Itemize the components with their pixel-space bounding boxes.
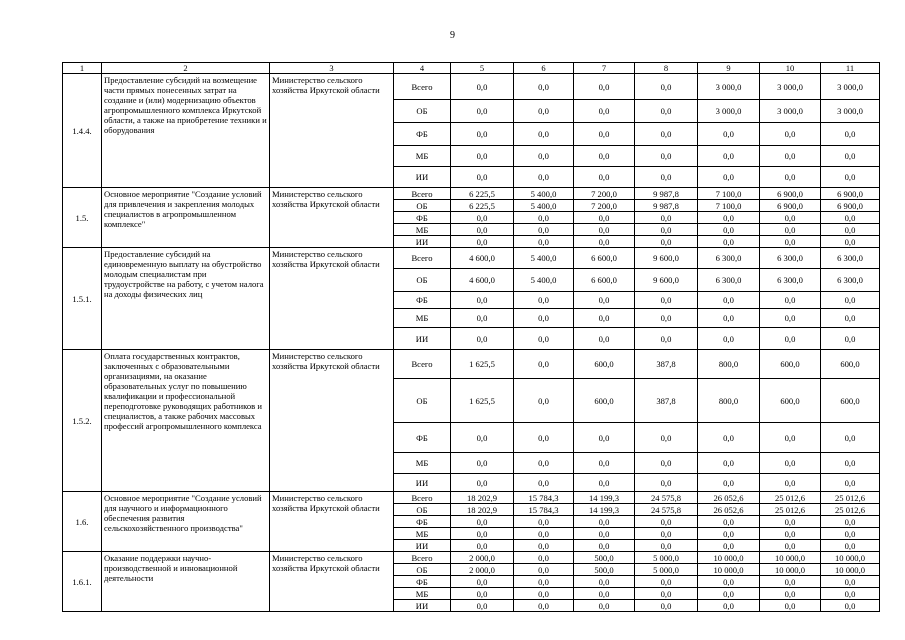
amount-cell: 0,0 xyxy=(451,224,514,236)
amount-cell: 5 000,0 xyxy=(635,552,698,564)
amount-cell: 0,0 xyxy=(760,576,821,588)
amount-cell: 6 300,0 xyxy=(821,248,880,269)
amount-cell: 800,0 xyxy=(698,379,760,423)
funding-source: ИИ xyxy=(394,540,451,552)
amount-cell: 0,0 xyxy=(821,309,880,328)
amount-cell: 0,0 xyxy=(514,100,574,123)
amount-cell: 0,0 xyxy=(760,453,821,474)
amount-cell: 4 600,0 xyxy=(451,248,514,269)
amount-cell: 0,0 xyxy=(635,309,698,328)
amount-cell: 0,0 xyxy=(514,123,574,146)
amount-cell: 0,0 xyxy=(574,123,635,146)
amount-cell: 0,0 xyxy=(698,588,760,600)
amount-cell: 0,0 xyxy=(574,540,635,552)
amount-cell: 0,0 xyxy=(574,212,635,224)
funding-source: МБ xyxy=(394,588,451,600)
amount-cell: 0,0 xyxy=(635,540,698,552)
funding-source: Всего xyxy=(394,552,451,564)
amount-cell: 0,0 xyxy=(451,309,514,328)
table-row xyxy=(63,350,880,379)
amount-cell: 0,0 xyxy=(635,474,698,492)
activity-name: Основное мероприятие "Создание условий для научного и информационного обеспечения развития сельскохозяйственного производства" xyxy=(102,492,270,552)
activity-name: Основное мероприятие "Создание условий для привлечения и закрепления молодых специалистов в агропромышленном комплексе" xyxy=(102,188,270,248)
amount-cell: 0,0 xyxy=(514,212,574,224)
column-header-8: 8 xyxy=(635,63,698,74)
amount-cell: 0,0 xyxy=(760,167,821,188)
amount-cell: 0,0 xyxy=(698,146,760,167)
amount-cell: 24 575,8 xyxy=(635,504,698,516)
amount-cell: 0,0 xyxy=(698,516,760,528)
amount-cell: 600,0 xyxy=(760,350,821,379)
funding-source: Всего xyxy=(394,248,451,269)
funding-source: ОБ xyxy=(394,379,451,423)
amount-cell: 0,0 xyxy=(514,423,574,453)
amount-cell: 387,8 xyxy=(635,350,698,379)
amount-cell: 0,0 xyxy=(821,576,880,588)
amount-cell: 15 784,3 xyxy=(514,504,574,516)
funding-source: ФБ xyxy=(394,292,451,309)
amount-cell: 9 987,8 xyxy=(635,200,698,212)
amount-cell: 0,0 xyxy=(514,292,574,309)
amount-cell: 0,0 xyxy=(821,146,880,167)
funding-source: МБ xyxy=(394,146,451,167)
amount-cell: 600,0 xyxy=(574,379,635,423)
amount-cell: 1 625,5 xyxy=(451,379,514,423)
funding-source: Всего xyxy=(394,492,451,504)
funding-source: Всего xyxy=(394,74,451,100)
amount-cell: 0,0 xyxy=(514,167,574,188)
amount-cell: 0,0 xyxy=(514,528,574,540)
amount-cell: 3 000,0 xyxy=(760,74,821,100)
table-row xyxy=(63,188,880,200)
funding-source: Всего xyxy=(394,188,451,200)
column-header-3: 3 xyxy=(270,63,394,74)
amount-cell: 0,0 xyxy=(574,224,635,236)
amount-cell: 18 202,9 xyxy=(451,492,514,504)
amount-cell: 0,0 xyxy=(514,453,574,474)
column-header-11: 11 xyxy=(821,63,880,74)
amount-cell: 0,0 xyxy=(760,423,821,453)
amount-cell: 0,0 xyxy=(698,528,760,540)
amount-cell: 0,0 xyxy=(635,328,698,350)
activity-name: Предоставление субсидий на единовременную выплату на обустройство молодым специалистам при трудоустройстве на работу, с учетом налога на доходы физических лиц xyxy=(102,248,270,350)
amount-cell: 9 987,8 xyxy=(635,188,698,200)
amount-cell: 0,0 xyxy=(451,453,514,474)
funding-source: ФБ xyxy=(394,576,451,588)
budget-table xyxy=(62,62,880,612)
executor: Министерство сельского хозяйства Иркутской области xyxy=(270,492,394,552)
amount-cell: 15 784,3 xyxy=(514,492,574,504)
amount-cell: 0,0 xyxy=(635,146,698,167)
funding-source: МБ xyxy=(394,309,451,328)
amount-cell: 0,0 xyxy=(451,212,514,224)
amount-cell: 0,0 xyxy=(698,167,760,188)
activity-name: Предоставление субсидий на возмещение части прямых понесенных затрат на создание и (или) модернизацию объектов агропромышленного комплекса Иркутской области, а также на приобретение техники и оборудования xyxy=(102,74,270,188)
activity-name: Оказание поддержки научно-производственной и инновационной деятельности xyxy=(102,552,270,612)
amount-cell: 0,0 xyxy=(821,588,880,600)
amount-cell: 25 012,6 xyxy=(821,492,880,504)
amount-cell: 9 600,0 xyxy=(635,248,698,269)
amount-cell: 0,0 xyxy=(698,309,760,328)
column-header-row xyxy=(63,63,880,74)
funding-source: ФБ xyxy=(394,212,451,224)
amount-cell: 0,0 xyxy=(698,123,760,146)
funding-source: ИИ xyxy=(394,167,451,188)
amount-cell: 0,0 xyxy=(514,600,574,612)
column-header-2: 2 xyxy=(102,63,270,74)
amount-cell: 600,0 xyxy=(821,350,880,379)
amount-cell: 0,0 xyxy=(698,474,760,492)
amount-cell: 0,0 xyxy=(821,453,880,474)
amount-cell: 7 100,0 xyxy=(698,188,760,200)
amount-cell: 14 199,3 xyxy=(574,492,635,504)
amount-cell: 0,0 xyxy=(574,528,635,540)
amount-cell: 0,0 xyxy=(821,167,880,188)
amount-cell: 0,0 xyxy=(821,540,880,552)
amount-cell: 0,0 xyxy=(821,224,880,236)
amount-cell: 3 000,0 xyxy=(821,100,880,123)
amount-cell: 0,0 xyxy=(514,379,574,423)
activity-code: 1.5.1. xyxy=(63,248,102,350)
column-header-1: 1 xyxy=(63,63,102,74)
amount-cell: 25 012,6 xyxy=(760,504,821,516)
amount-cell: 0,0 xyxy=(635,74,698,100)
amount-cell: 0,0 xyxy=(635,588,698,600)
amount-cell: 6 300,0 xyxy=(698,248,760,269)
funding-source: ОБ xyxy=(394,100,451,123)
amount-cell: 10 000,0 xyxy=(698,564,760,576)
amount-cell: 6 300,0 xyxy=(698,269,760,292)
funding-source: МБ xyxy=(394,224,451,236)
amount-cell: 0,0 xyxy=(635,100,698,123)
amount-cell: 7 200,0 xyxy=(574,188,635,200)
amount-cell: 0,0 xyxy=(635,528,698,540)
amount-cell: 0,0 xyxy=(760,540,821,552)
amount-cell: 7 200,0 xyxy=(574,200,635,212)
amount-cell: 0,0 xyxy=(574,100,635,123)
amount-cell: 3 000,0 xyxy=(698,100,760,123)
amount-cell: 0,0 xyxy=(574,236,635,248)
amount-cell: 0,0 xyxy=(451,474,514,492)
amount-cell: 0,0 xyxy=(635,292,698,309)
activity-code: 1.6.1. xyxy=(63,552,102,612)
amount-cell: 10 000,0 xyxy=(760,564,821,576)
amount-cell: 0,0 xyxy=(698,224,760,236)
amount-cell: 0,0 xyxy=(698,328,760,350)
amount-cell: 0,0 xyxy=(451,516,514,528)
amount-cell: 0,0 xyxy=(698,236,760,248)
funding-source: ИИ xyxy=(394,236,451,248)
amount-cell: 0,0 xyxy=(821,423,880,453)
amount-cell: 0,0 xyxy=(760,292,821,309)
amount-cell: 3 000,0 xyxy=(760,100,821,123)
amount-cell: 800,0 xyxy=(698,350,760,379)
amount-cell: 0,0 xyxy=(635,212,698,224)
amount-cell: 0,0 xyxy=(760,224,821,236)
amount-cell: 0,0 xyxy=(514,224,574,236)
funding-source: ФБ xyxy=(394,516,451,528)
amount-cell: 0,0 xyxy=(574,328,635,350)
amount-cell: 600,0 xyxy=(821,379,880,423)
amount-cell: 0,0 xyxy=(574,146,635,167)
amount-cell: 6 225,5 xyxy=(451,200,514,212)
amount-cell: 6 600,0 xyxy=(574,269,635,292)
column-header-7: 7 xyxy=(574,63,635,74)
amount-cell: 0,0 xyxy=(574,474,635,492)
amount-cell: 0,0 xyxy=(698,576,760,588)
activity-code: 1.5.2. xyxy=(63,350,102,492)
executor: Министерство сельского хозяйства Иркутской области xyxy=(270,188,394,248)
amount-cell: 5 400,0 xyxy=(514,248,574,269)
amount-cell: 0,0 xyxy=(635,167,698,188)
amount-cell: 0,0 xyxy=(514,552,574,564)
amount-cell: 500,0 xyxy=(574,564,635,576)
amount-cell: 600,0 xyxy=(574,350,635,379)
amount-cell: 0,0 xyxy=(698,423,760,453)
amount-cell: 0,0 xyxy=(574,588,635,600)
amount-cell: 0,0 xyxy=(698,600,760,612)
funding-source: МБ xyxy=(394,453,451,474)
amount-cell: 25 012,6 xyxy=(760,492,821,504)
amount-cell: 0,0 xyxy=(821,474,880,492)
amount-cell: 0,0 xyxy=(635,516,698,528)
amount-cell: 0,0 xyxy=(574,423,635,453)
amount-cell: 18 202,9 xyxy=(451,504,514,516)
amount-cell: 0,0 xyxy=(451,328,514,350)
amount-cell: 0,0 xyxy=(451,540,514,552)
amount-cell: 10 000,0 xyxy=(760,552,821,564)
amount-cell: 387,8 xyxy=(635,379,698,423)
amount-cell: 0,0 xyxy=(514,74,574,100)
amount-cell: 0,0 xyxy=(514,564,574,576)
amount-cell: 0,0 xyxy=(574,576,635,588)
funding-source: ОБ xyxy=(394,504,451,516)
amount-cell: 6 225,5 xyxy=(451,188,514,200)
amount-cell: 26 052,6 xyxy=(698,492,760,504)
funding-source: ИИ xyxy=(394,600,451,612)
funding-source: МБ xyxy=(394,528,451,540)
amount-cell: 0,0 xyxy=(635,236,698,248)
funding-source: ОБ xyxy=(394,269,451,292)
page-number: 9 xyxy=(450,30,455,41)
amount-cell: 0,0 xyxy=(821,292,880,309)
amount-cell: 1 625,5 xyxy=(451,350,514,379)
amount-cell: 0,0 xyxy=(821,328,880,350)
amount-cell: 0,0 xyxy=(635,453,698,474)
amount-cell: 0,0 xyxy=(821,516,880,528)
amount-cell: 5 000,0 xyxy=(635,564,698,576)
amount-cell: 0,0 xyxy=(574,453,635,474)
activity-code: 1.4.4. xyxy=(63,74,102,188)
amount-cell: 0,0 xyxy=(574,516,635,528)
amount-cell: 0,0 xyxy=(635,576,698,588)
table-row xyxy=(63,552,880,564)
column-header-4: 4 xyxy=(394,63,451,74)
amount-cell: 6 600,0 xyxy=(574,248,635,269)
column-header-6: 6 xyxy=(514,63,574,74)
amount-cell: 0,0 xyxy=(821,123,880,146)
table-row xyxy=(63,248,880,269)
amount-cell: 0,0 xyxy=(698,212,760,224)
amount-cell: 2 000,0 xyxy=(451,564,514,576)
funding-source: ИИ xyxy=(394,328,451,350)
amount-cell: 0,0 xyxy=(451,236,514,248)
amount-cell: 6 900,0 xyxy=(821,200,880,212)
amount-cell: 0,0 xyxy=(451,576,514,588)
funding-source: ФБ xyxy=(394,423,451,453)
amount-cell: 0,0 xyxy=(514,474,574,492)
amount-cell: 0,0 xyxy=(514,328,574,350)
funding-source: ОБ xyxy=(394,564,451,576)
amount-cell: 0,0 xyxy=(451,292,514,309)
amount-cell: 0,0 xyxy=(635,224,698,236)
amount-cell: 0,0 xyxy=(760,328,821,350)
amount-cell: 0,0 xyxy=(821,236,880,248)
amount-cell: 0,0 xyxy=(451,600,514,612)
executor: Министерство сельского хозяйства Иркутской области xyxy=(270,74,394,188)
amount-cell: 6 900,0 xyxy=(760,188,821,200)
executor: Министерство сельского хозяйства Иркутской области xyxy=(270,248,394,350)
amount-cell: 0,0 xyxy=(760,516,821,528)
amount-cell: 7 100,0 xyxy=(698,200,760,212)
amount-cell: 0,0 xyxy=(514,350,574,379)
amount-cell: 10 000,0 xyxy=(821,564,880,576)
amount-cell: 6 300,0 xyxy=(760,269,821,292)
amount-cell: 26 052,6 xyxy=(698,504,760,516)
amount-cell: 6 300,0 xyxy=(760,248,821,269)
amount-cell: 0,0 xyxy=(760,146,821,167)
amount-cell: 0,0 xyxy=(760,123,821,146)
amount-cell: 0,0 xyxy=(451,167,514,188)
executor: Министерство сельского хозяйства Иркутской области xyxy=(270,552,394,612)
amount-cell: 0,0 xyxy=(451,100,514,123)
amount-cell: 5 400,0 xyxy=(514,188,574,200)
amount-cell: 10 000,0 xyxy=(821,552,880,564)
table-body xyxy=(63,63,880,612)
amount-cell: 0,0 xyxy=(821,528,880,540)
amount-cell: 0,0 xyxy=(635,423,698,453)
amount-cell: 6 900,0 xyxy=(760,200,821,212)
amount-cell: 0,0 xyxy=(760,474,821,492)
amount-cell: 0,0 xyxy=(698,292,760,309)
amount-cell: 0,0 xyxy=(635,600,698,612)
funding-source: ОБ xyxy=(394,200,451,212)
amount-cell: 0,0 xyxy=(698,540,760,552)
amount-cell: 0,0 xyxy=(514,588,574,600)
amount-cell: 14 199,3 xyxy=(574,504,635,516)
amount-cell: 500,0 xyxy=(574,552,635,564)
amount-cell: 600,0 xyxy=(760,379,821,423)
amount-cell: 0,0 xyxy=(821,600,880,612)
funding-source: ФБ xyxy=(394,123,451,146)
amount-cell: 25 012,6 xyxy=(821,504,880,516)
amount-cell: 3 000,0 xyxy=(698,74,760,100)
amount-cell: 0,0 xyxy=(760,236,821,248)
amount-cell: 0,0 xyxy=(451,146,514,167)
amount-cell: 0,0 xyxy=(821,212,880,224)
amount-cell: 9 600,0 xyxy=(635,269,698,292)
funding-source: ИИ xyxy=(394,474,451,492)
amount-cell: 0,0 xyxy=(451,588,514,600)
amount-cell: 0,0 xyxy=(451,74,514,100)
activity-code: 1.5. xyxy=(63,188,102,248)
column-header-9: 9 xyxy=(698,63,760,74)
amount-cell: 0,0 xyxy=(514,236,574,248)
amount-cell: 0,0 xyxy=(760,309,821,328)
amount-cell: 0,0 xyxy=(698,453,760,474)
amount-cell: 6 300,0 xyxy=(821,269,880,292)
amount-cell: 0,0 xyxy=(451,423,514,453)
funding-source: Всего xyxy=(394,350,451,379)
amount-cell: 2 000,0 xyxy=(451,552,514,564)
activity-code: 1.6. xyxy=(63,492,102,552)
amount-cell: 0,0 xyxy=(760,528,821,540)
amount-cell: 0,0 xyxy=(760,600,821,612)
column-header-5: 5 xyxy=(451,63,514,74)
amount-cell: 0,0 xyxy=(760,588,821,600)
amount-cell: 0,0 xyxy=(574,309,635,328)
amount-cell: 3 000,0 xyxy=(821,74,880,100)
amount-cell: 0,0 xyxy=(514,516,574,528)
amount-cell: 0,0 xyxy=(514,146,574,167)
amount-cell: 6 900,0 xyxy=(821,188,880,200)
amount-cell: 0,0 xyxy=(574,292,635,309)
amount-cell: 4 600,0 xyxy=(451,269,514,292)
amount-cell: 5 400,0 xyxy=(514,269,574,292)
amount-cell: 0,0 xyxy=(514,576,574,588)
activity-name: Оплата государственных контрактов, заключенных с образовательными организациями, на оказание образовательных услуг по повышению квалификации и профессиональной переподготовке руководящих работников и специалистов, а также рабочих массовых профессий агропромышленного комплекса xyxy=(102,350,270,492)
table-row xyxy=(63,492,880,504)
executor: Министерство сельского хозяйства Иркутской области xyxy=(270,350,394,492)
amount-cell: 0,0 xyxy=(760,212,821,224)
table-row xyxy=(63,74,880,100)
amount-cell: 0,0 xyxy=(451,528,514,540)
amount-cell: 0,0 xyxy=(514,309,574,328)
column-header-10: 10 xyxy=(760,63,821,74)
amount-cell: 0,0 xyxy=(574,167,635,188)
amount-cell: 5 400,0 xyxy=(514,200,574,212)
amount-cell: 0,0 xyxy=(574,600,635,612)
amount-cell: 24 575,8 xyxy=(635,492,698,504)
amount-cell: 0,0 xyxy=(514,540,574,552)
amount-cell: 0,0 xyxy=(451,123,514,146)
amount-cell: 0,0 xyxy=(635,123,698,146)
amount-cell: 0,0 xyxy=(574,74,635,100)
amount-cell: 10 000,0 xyxy=(698,552,760,564)
